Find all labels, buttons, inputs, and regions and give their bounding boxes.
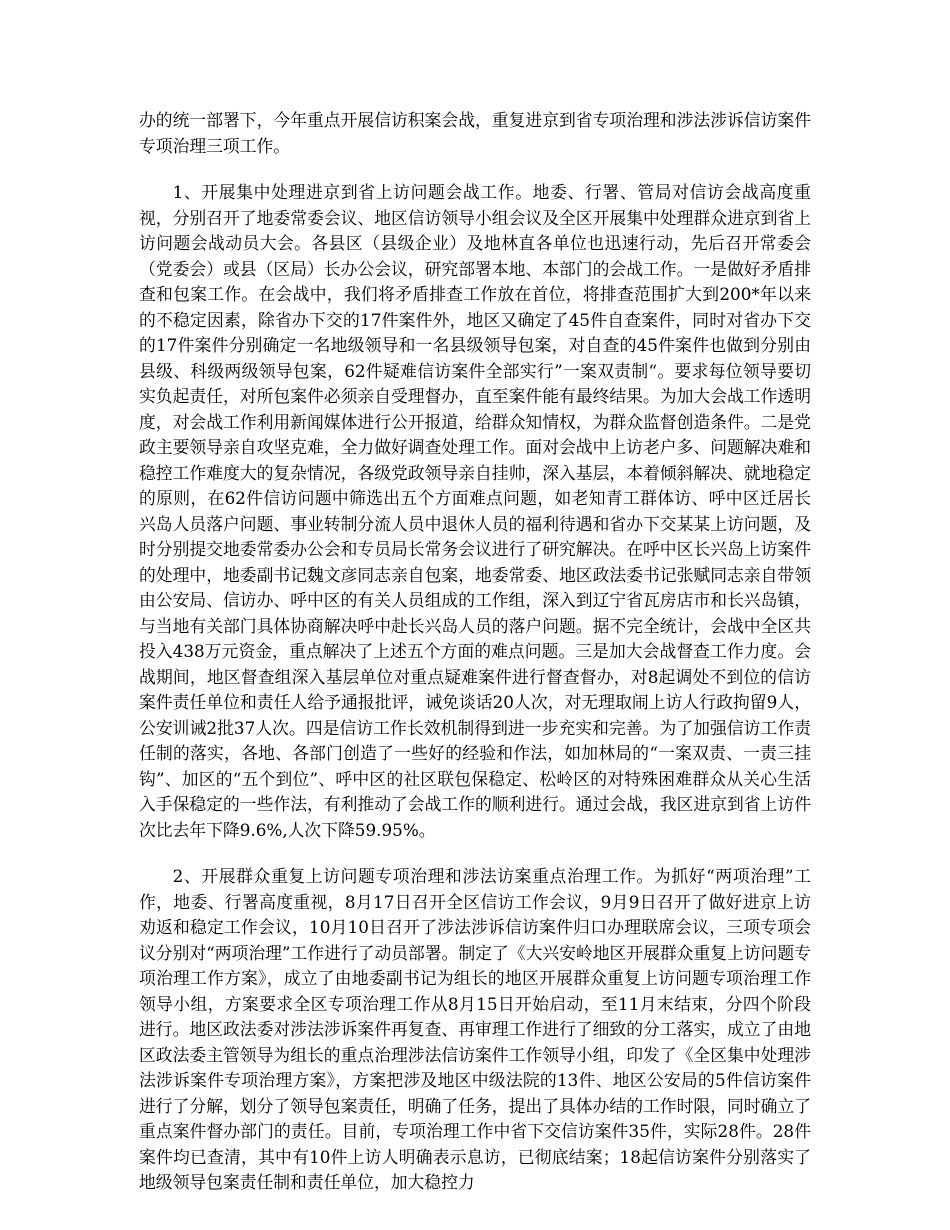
paragraph-section-2: 2、开展群众重复上访问题专项治理和涉法访案重点治理工作。为抓好“两项治理”工作，地委、行署高度重视，8月17日召开全区信访工作会议，9月9日召开了做好进京上访劝返和稳定工作会议，10月10日召开了涉法涉诉信访案件归口办理联席会议，三项专项会议分别对“两项治理”工作进行了动员部署。制定了《大兴安岭地区开展群众重复上访问题专项治理工作方案》，成立了由地委副书记为组长的地区开展群众重复上访问题专项治理工作领导小组，方案要求全区专项治理工作从8月15日开始启动，至11月末结束，分四个阶段进行。地区政法委对涉法涉诉案件再复查、再审理工作进行了细致的分工落实，成立了由地区政法委主管领导为组长的重点治理涉法信访案件工作领导小组，印发了《全区集中处理涉法涉诉案件专项治理方案》，方案把涉及地区中级法院的13件、地区公安局的5件信访案件进行了分解，划分了领导包案责任，明确了任务，提出了具体办结的工作时限，同时确立了重点案件督办部门的责任。目前，专项治理工作中省下交信访案件35件，实际28件。28件案件均已查清，其中有10件上访人明确表示息访，已彻底结案；18起信访案件分别落实了地级领导包案责任制和责任单位，加大稳控力 <box>139 866 811 1192</box>
paragraph-spacer <box>139 159 811 180</box>
paragraph-spacer <box>139 843 811 864</box>
paragraph-intro: 办的统一部署下，今年重点开展信访积案会战，重复进京到省专项治理和涉法涉诉信访案件专项治理三项工作。 <box>139 110 811 156</box>
paragraph-section-1: 1、开展集中处理进京到省上访问题会战工作。地委、行署、管局对信访会战高度重视，分别召开了地委常委会议、地区信访领导小组会议及全区开展集中处理群众进京到省上访问题会战动员大会。各县区（县级企业）及地林直各单位也迅速行动，先后召开常委会（党委会）或县（区局）长办公会议，研究部署本地、本部门的会战工作。一是做好矛盾排查和包案工作。在会战中，我们将矛盾排查工作放在首位，将排查范围扩大到200*年以来的不稳定因素，除省办下交的17件案件外，地区又确定了45件自查案件，同时对省办下交的17件案件分别确定一名地级领导和一名县级领导包案，对自查的45件案件也做到分别由县级、科级两级领导包案，62件疑难信访案件全部实行”一案双责制“。要求每位领导要切实负起责任，对所包案件必须亲自受理督办，直至案件能有最终结果。为加大会战工作透明度，对会战工作利用新闻媒体进行公开报道，给群众知情权，为群众监督创造条件。二是党政主要领导亲自攻坚克难，全力做好调查处理工作。面对会战中上访老户多、问题解决难和稳控工作难度大的复杂情况，各级党政领导亲自挂帅，深入基层，本着倾斜解决、就地稳定的原则，在62件信访问题中筛选出五个方面难点问题，如老知青工群体访、呼中区迁居长兴岛人员落户问题、事业转制分流人员中退休人员的福利待遇和省办下交某某上访问题，及时分别提交地委常委办公会和专员局长常务会议进行了研究解决。在呼中区长兴岛上访案件的处理中，地委副书记魏文彦同志亲自包案，地委常委、地区政法委书记张赋同志亲自带领由公安局、信访办、呼中区的有关人员组成的工作组，深入到辽宁省瓦房店市和长兴岛镇，与当地有关部门具体协商解决呼中赴长兴岛人员的落户问题。据不完全统计，会战中全区共投入438万元资金，重点解决了上述五个方面的难点问题。三是加大会战督查工作力度。会战期间，地区督查组深入基层单位对重点疑难案件进行督查督办，对8起调处不到位的信访案件责任单位和责任人给予通报批评，诫免谈话20人次，对无理取闹上访人行政拘留9人，公安训诫2批37人次。四是信访工作长效机制得到进一步充实和完善。为了加强信访工作责任制的落实，各地、各部门创造了一些好的经验和作法，如加林局的“一案双责、一责三挂钩”、加区的“五个到位”、呼中区的社区联包保稳定、松岭区的对特殊困难群众从关心生活入手保稳定的一些作法，有利推动了会战工作的顺利进行。通过会战，我区进京到省上访件次比去年下降9.6%,人次下降59.95%。 <box>139 182 811 840</box>
document-page <box>139 108 811 1196</box>
